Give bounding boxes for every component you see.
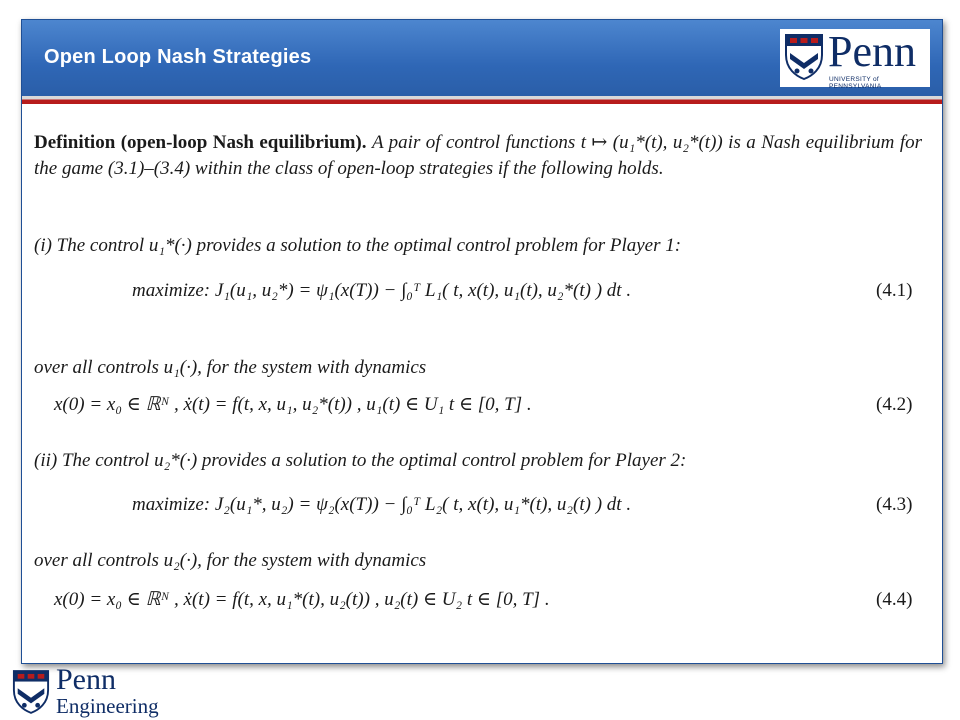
penn-shield-icon xyxy=(784,33,824,81)
equation-4-4-text: x(0) = x₀ ∈ ℝᴺ , ẋ(t) = f(t, x, u₁*(t), u₂(t)) , u₂(t) ∈ U₂ t ∈ [0, T] . xyxy=(54,589,550,610)
equation-4-4-number: (4.4) xyxy=(876,589,913,610)
equation-4-3-text: maximize: J₂(u₁*, u₂) = ψ₂(x(T)) − ∫₀ᵀ L₂( t, x(t), u₁*(t), u₂(t) ) dt . xyxy=(132,494,632,515)
penn-header-wordmark: Penn xyxy=(828,27,916,76)
equation-4-2-number: (4.2) xyxy=(876,394,913,415)
equation-4-4 xyxy=(34,587,934,627)
over-controls-2: over all controls u₂(·), for the system with dynamics xyxy=(34,550,427,571)
penn-header-subtitle: UNIVERSITY of PENNSYLVANIA xyxy=(829,76,882,90)
penn-header-logo xyxy=(780,27,930,90)
equation-4-2-text: x(0) = x₀ ∈ ℝᴺ , ẋ(t) = f(t, x, u₁, u₂*(t)) , u₁(t) ∈ U₁ t ∈ [0, T] . xyxy=(54,394,532,415)
penn-engineering-logo xyxy=(10,663,170,719)
slide-title: Open Loop Nash Strategies xyxy=(44,46,312,68)
equation-4-1 xyxy=(34,278,934,318)
equation-4-1-number: (4.1) xyxy=(876,280,913,301)
equation-4-3-number: (4.3) xyxy=(876,494,913,515)
equation-4-1-text: maximize: J₁(u₁, u₂*) = ψ₁(x(T)) − ∫₀ᵀ L₁( t, x(t), u₁(t), u₂*(t) ) dt . xyxy=(132,280,632,301)
definition-heading: Definition (open-loop Nash equilibrium). xyxy=(34,132,367,153)
slide-frame xyxy=(21,19,943,664)
header-divider xyxy=(22,96,942,104)
equation-4-3 xyxy=(34,492,934,532)
footer-engineering-wordmark: Engineering xyxy=(56,694,159,718)
definition-intro: A pair of control functions t ↦ (u₁*(t), u₂*(t)) is a Nash equilibrium for the game (3.1)–(3.4) within the class of open-loop strategies if the following holds. xyxy=(34,132,923,179)
equation-4-2 xyxy=(34,392,934,432)
definition-paragraph xyxy=(34,130,922,181)
penn-footer-shield-icon xyxy=(12,669,50,715)
item-ii-text: (ii) The control u₂*(·) provides a solution to the optimal control problem for Player 2: xyxy=(34,450,687,471)
over-controls-1: over all controls u₁(·), for the system with dynamics xyxy=(34,357,427,378)
header-bar xyxy=(22,20,942,96)
item-i-text: (i) The control u₁*(·) provides a solution to the optimal control problem for Player 1: xyxy=(34,235,682,256)
footer-penn-wordmark: Penn xyxy=(56,663,116,696)
